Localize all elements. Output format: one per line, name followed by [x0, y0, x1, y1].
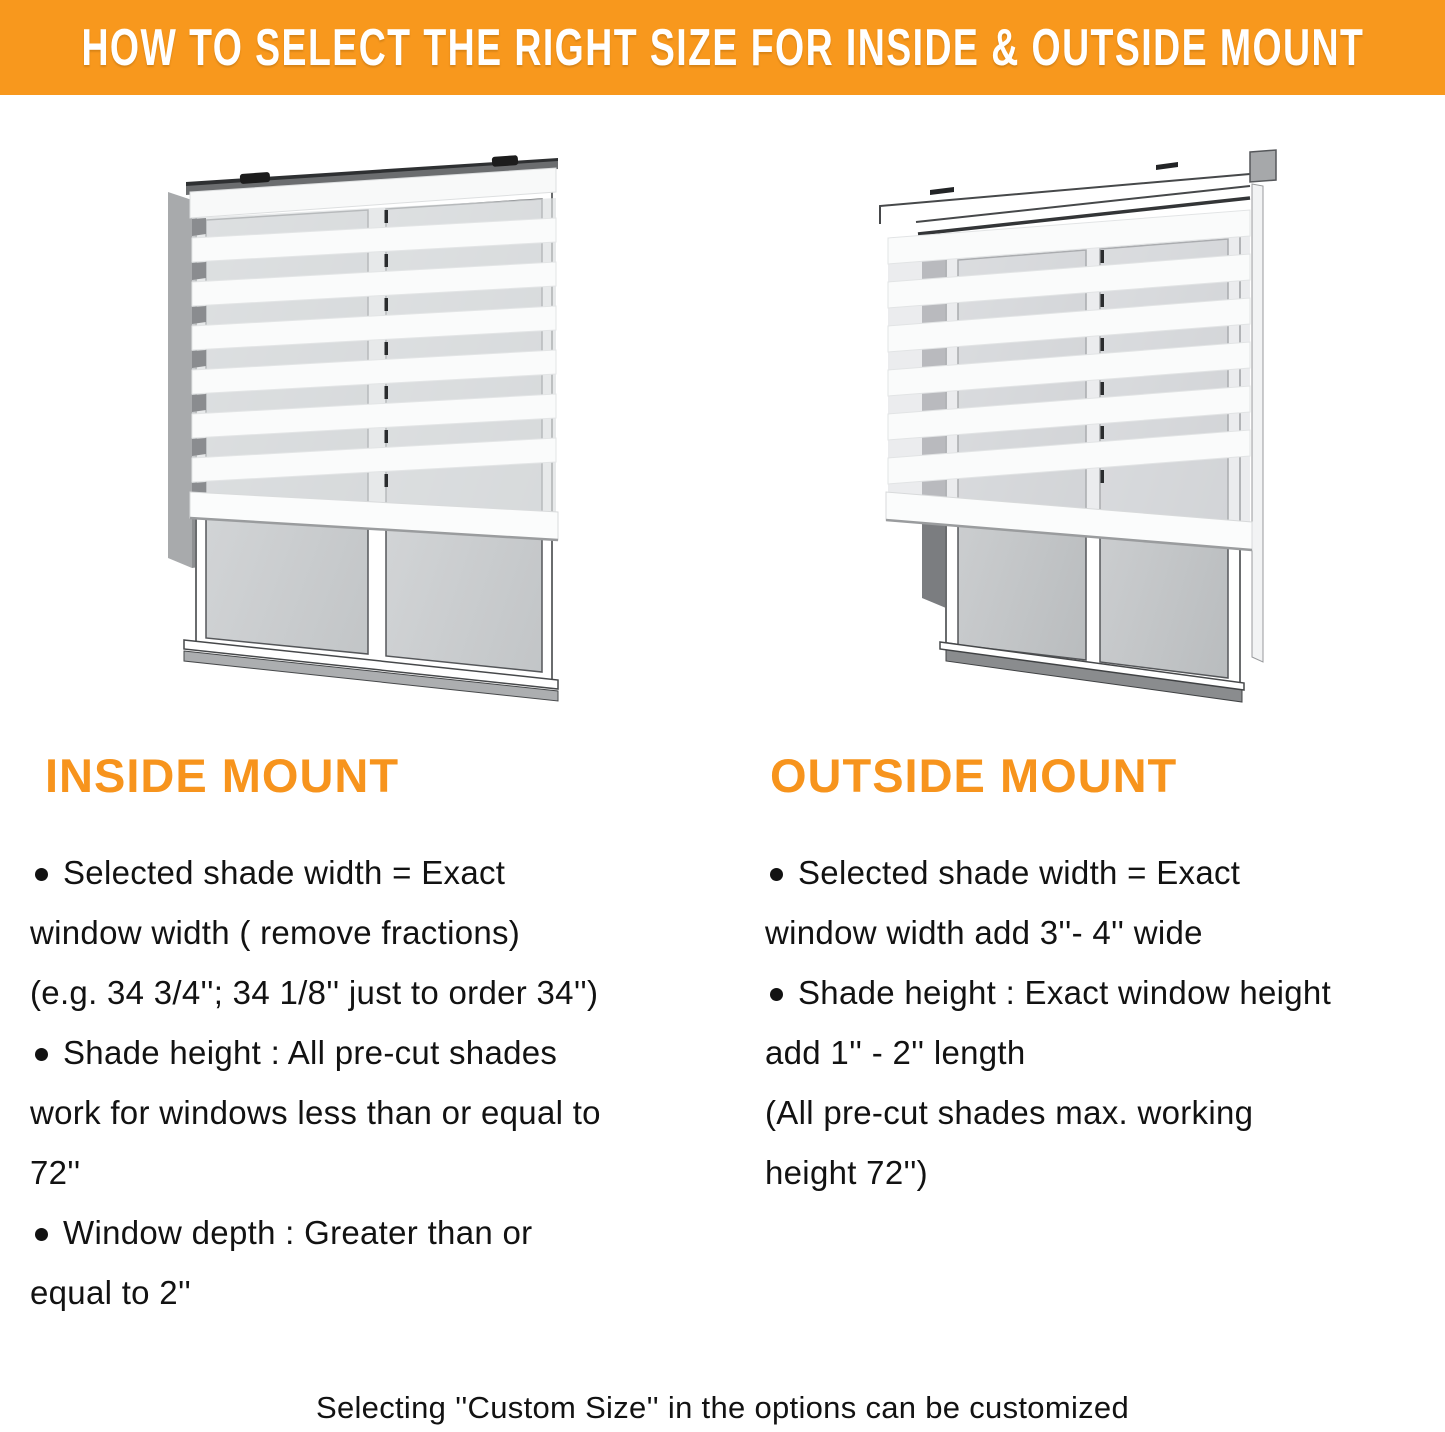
text-line: add 1'' - 2'' length [765, 1034, 1026, 1071]
mount-bracket [930, 187, 954, 195]
bullet-icon [35, 1228, 48, 1241]
outside-mount-window-illustration [850, 140, 1370, 720]
window-jamb [168, 192, 192, 568]
bullet-icon [35, 868, 48, 881]
text-line: (e.g. 34 3/4''; 34 1/8'' just to order 34'') [30, 974, 599, 1011]
text-line: (All pre-cut shades max. working [765, 1094, 1254, 1131]
text-line: work for windows less than or equal to [30, 1094, 601, 1131]
text-line: Shade height : All pre-cut shades [30, 1023, 705, 1083]
inside-mount-window-illustration [140, 140, 660, 720]
outside-mount-heading: OUTSIDE MOUNT [770, 749, 1178, 802]
text-line: window width add 3''- 4'' wide [765, 914, 1203, 951]
mount-bracket [1156, 162, 1178, 170]
mount-bracket [240, 172, 271, 184]
text-line: window width ( remove fractions) [30, 914, 521, 951]
text-line: 72'' [30, 1154, 81, 1191]
inside-mount-heading: INSIDE MOUNT [45, 749, 400, 802]
text-line: equal to 2'' [30, 1274, 192, 1311]
shade-side-profile [1252, 184, 1263, 662]
bullet-icon [770, 988, 783, 1001]
inside-mount-instructions [30, 843, 705, 1323]
outside-mount-instructions [765, 843, 1440, 1203]
text-line: Shade height : Exact window height [765, 963, 1440, 1023]
custom-size-note: Selecting ''Custom Size'' in the options can be customized [315, 1390, 1130, 1425]
header-banner [0, 0, 1445, 95]
bullet-icon [35, 1048, 48, 1061]
rail-end-cap [1250, 150, 1276, 182]
banner-title: HOW TO SELECT THE RIGHT SIZE FOR INSIDE & OUTSIDE MOUNT [81, 18, 1364, 77]
text-line: height 72'') [765, 1154, 928, 1191]
text-line: Selected shade width = Exact [765, 843, 1440, 903]
bullet-icon [770, 868, 783, 881]
text-line: Selected shade width = Exact [30, 843, 705, 903]
mount-bracket [492, 155, 519, 167]
text-line: Window depth : Greater than or [30, 1203, 705, 1263]
